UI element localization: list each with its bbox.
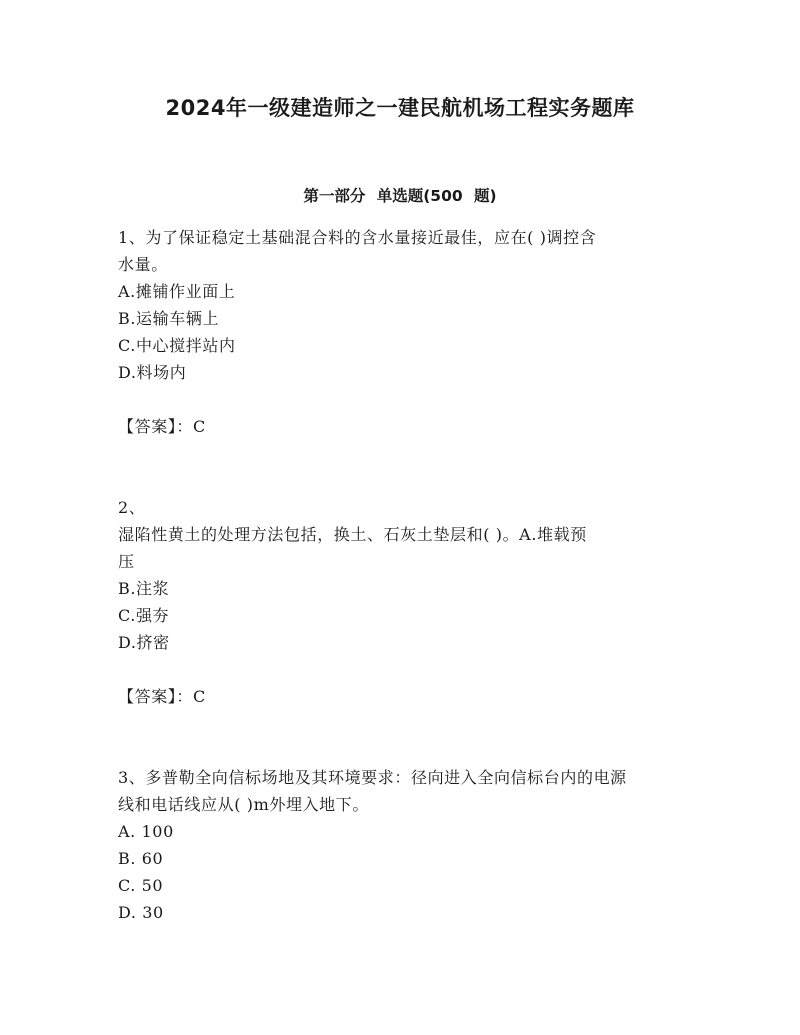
question-2-option-d: D.挤密 xyxy=(118,633,170,652)
question-1-option-a: A.摊铺作业面上 xyxy=(118,282,236,301)
spacer xyxy=(118,710,684,764)
document-title: 2024年一级建造师之一建民航机场工程实务题库 xyxy=(165,96,635,120)
question-1-option-b: B.运输车辆上 xyxy=(118,309,220,328)
question-2-line-1: 2、 xyxy=(118,498,146,517)
question-3 xyxy=(118,764,684,926)
question-2-answer: 【答案】：C xyxy=(118,687,206,706)
question-2-option-b: B.注浆 xyxy=(118,579,170,598)
question-3-line-1: 3、多普勒全向信标场地及其环境要求：径向进入全向信标台内的电源 xyxy=(118,768,627,787)
question-1-option-c: C.中心搅拌站内 xyxy=(118,336,236,355)
question-3-option-d: D. 30 xyxy=(118,903,164,922)
question-2-option-c: C.强夯 xyxy=(118,606,170,625)
question-2 xyxy=(118,494,684,710)
spacer xyxy=(118,440,684,494)
section-title: 第一部分 单选题(500 题) xyxy=(303,187,497,205)
question-1-answer: 【答案】：C xyxy=(118,417,206,436)
question-2-line-2: 湿陷性黄土的处理方法包括，换土、石灰土垫层和( )。A.堆载预 xyxy=(118,525,587,544)
question-2-line-3: 压 xyxy=(118,552,135,571)
question-3-option-c: C. 50 xyxy=(118,876,164,895)
question-3-line-2: 线和电话线应从( )m外埋入地下。 xyxy=(118,795,369,814)
question-1-line-1: 1、为了保证稳定土基础混合料的含水量接近最佳，应在( )调控含 xyxy=(118,228,597,247)
question-1-line-2: 水量。 xyxy=(118,255,168,274)
question-3-option-a: A. 100 xyxy=(118,822,174,841)
question-1 xyxy=(118,224,684,440)
question-list xyxy=(118,224,684,926)
question-1-option-d: D.料场内 xyxy=(118,363,187,382)
question-3-option-b: B. 60 xyxy=(118,849,164,868)
